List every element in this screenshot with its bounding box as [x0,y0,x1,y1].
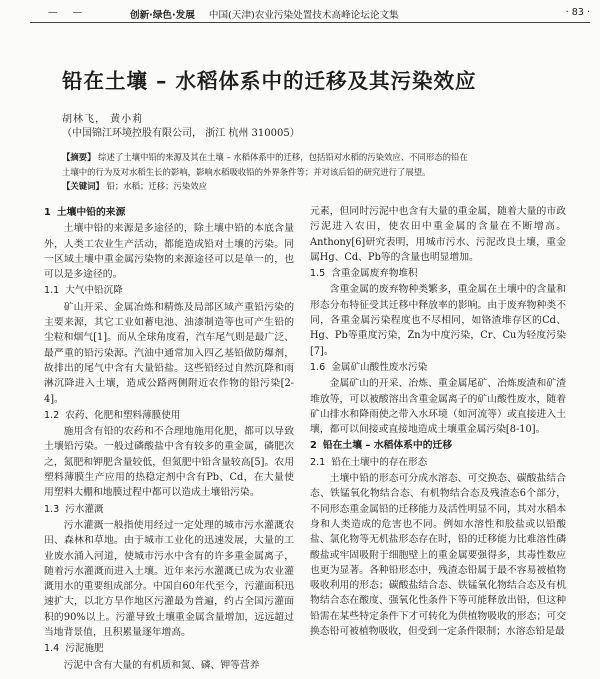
paragraph: 含重金属的废弃物种类繁多，重金属在土壤中的含量和形态分布特征受其迁移中释放率的影响。由于废弃物种类不同，各重金属污染程度也不尽相同，如铬渣堆存区的Cd、Hg、Pb等重度污染，Zn为中度污染，Cr、Cu为轻度污染[7]。 [310,284,566,357]
keywords: 铅；水稻；迁移；污染效应 [106,181,208,191]
keywords-line [62,179,542,194]
paragraph: 矿山开采、金属冶炼和精炼及局部区域产重铅污染的主要来源，其它工业如蓄电池、油漆制造等也可产生铅的尘粒和烟气[1]。而从全球角度看，汽车尾气则是最广泛、最严重的铅污染源。汽油中通常加入四乙基铅做防爆剂，故排出的尾气中含有大量铅盐。这些铅经过自然沉降和雨淋沉降进入土壤，造成公路两侧附近农作物的铅污染[2-4]。 [44,301,294,405]
subsection-heading: 1.6 金属矿山酸性废水污染 [310,361,428,373]
paragraph: 土壤中铅的形态可分成水溶态、可交换态、碳酸盐结合态、铁锰氧化物结合态、有机物结合态及残渣态6个部分，不同形态重金属铅的迁移能力及活性明显不同，其对水稻本身和人类造成的危害也不同。例如水溶性和胶盐或以铅酸盐、氯化物等无机盐形态存在时，铅的迁移能力比难溶性磷酸盐或牢固吸附于细胞壁上的重金属要强得多，其毒性数应也更为显著。各种铅形态中，残渣态铅属于最不容易被植物吸收利用的形态；碳酸盐结合态、铁锰氧化物结合态及有机物结合态在酸度、强氧化性条件下等可能释放出铅，但这种铅需在某些特定条件下才可转化为供植物吸收的形态；可交换态铅可被植物吸收，但受到一定条件限制；水溶态铅是最 [310,473,566,638]
abstract-text: 综述了土壤中铅的来源及其在土壤 – 水稻体系中的迁移，包括铅对水稻的污染效应、不同形态的铅在 [98,152,468,162]
article-title: 铅在土壤 – 水稻体系中的迁移及其污染效应 [62,69,477,93]
header-marks: — — [48,7,89,18]
section-heading: 1 土壤中铅的来源 [44,207,126,218]
subsection-heading: 1.1 大气中铅沉降 [44,285,123,297]
paragraph: 污水灌溉一般指使用经过一定处理的城市污水灌溉农田、森林和草地。由于城市工业化的迅速发展，大量的工业废水涌入河道，使城市污水中含有的许多重金属离子，随着污水灌溉而进入土壤。近年来污水灌溉已成为农业灌溉用水的重要组成部分。中国自60年代至今，污灌面积迅速扩大，以北方旱作地区污灌最为普遍，约占全国污灌面积的90%以上。污灌导致土壤重金属含量增加，远远超过当地背景值，且积累量逐年增高。 [44,519,294,639]
abstract-line-1 [62,150,542,165]
right-column [310,204,566,639]
header-slogan: 创新·绿色·发展 [130,10,195,21]
abstract-line-2: 土壤中的行为及对水稻生长的影响，影响水稻吸收铅的外界条件等；并对该后铅的研究进行了展望。 [62,166,431,177]
keywords-label: 【关键词】 [62,181,104,191]
header-journal [130,7,399,21]
subsection-heading: 1.4 污泥施肥 [44,643,104,655]
left-column [44,204,294,673]
header-rule [30,22,590,23]
subsection-heading: 1.2 农药、化肥和塑料薄膜使用 [44,409,181,421]
paragraph: 施用含有铅的农药和不合理地施用化肥，都可以导致土壤铅污染。一般过磷酸盐中含有较多的重金属，磷肥次之，氮肥和钾肥含量较低，但氮肥中铅含量较高[5]。农用塑料薄膜生产应用的热稳定剂中含有Pb、Cd，在大量使用塑料大棚和地膜过程中都可以造成土壤铅污染。 [44,426,294,499]
running-header [30,7,590,21]
abstract-label: 【摘要】 [62,152,96,162]
page-number: · 83 · [565,7,590,18]
paragraph: 元素，但同时污泥中也含有大量的重金属，随着大量的市政污泥进入农田，使农田中重金属的含量在不断增高。Anthony[6]研究表明，用城市污水、污泥改良土壤，重金属Hg、Cd、Pb等的含量也明显增加。 [310,206,566,263]
authors: 胡林飞， 黄小莉 [62,114,144,125]
paragraph: 金属矿山的开采、冶炼、重金属尾矿、冶炼废渣和矿渣堆放等，可以被酸溶出含重金属离子的矿山酸性废水，随着矿山排水和降雨使之带入水环境（如河流等）或直接进入土壤，都可以间接或直接地造成土壤重金属污染[8-10]。 [310,378,566,436]
subsection-heading: 1.3 污水灌溉 [44,503,104,515]
abstract-block [62,150,542,194]
subsection-heading: 2.1 铅在土壤中的存在形态 [310,456,428,468]
subsection-heading: 1.5 含重金属废弃物堆积 [310,268,418,280]
affiliation: （中国锦江环境控股有限公司， 浙江 杭州 310005） [62,128,300,139]
header-proceedings-title: 中国(天津)农业污染处置技术高峰论坛论文集 [208,10,399,21]
paragraph: 污泥中含有大量的有机质和氮、磷、钾等营养 [63,659,260,671]
section-heading: 2 铅在土壤 – 水稻体系中的迁移 [310,440,453,452]
paragraph: 土壤中铅的来源是多途径的，除土壤中铅的本底含量外，人类工农业生产活动，都能造成铅对土壤的污染。同一区域土壤中重金属污染物的来源途径可以是单一的，也可以是多途径的。 [44,223,294,281]
